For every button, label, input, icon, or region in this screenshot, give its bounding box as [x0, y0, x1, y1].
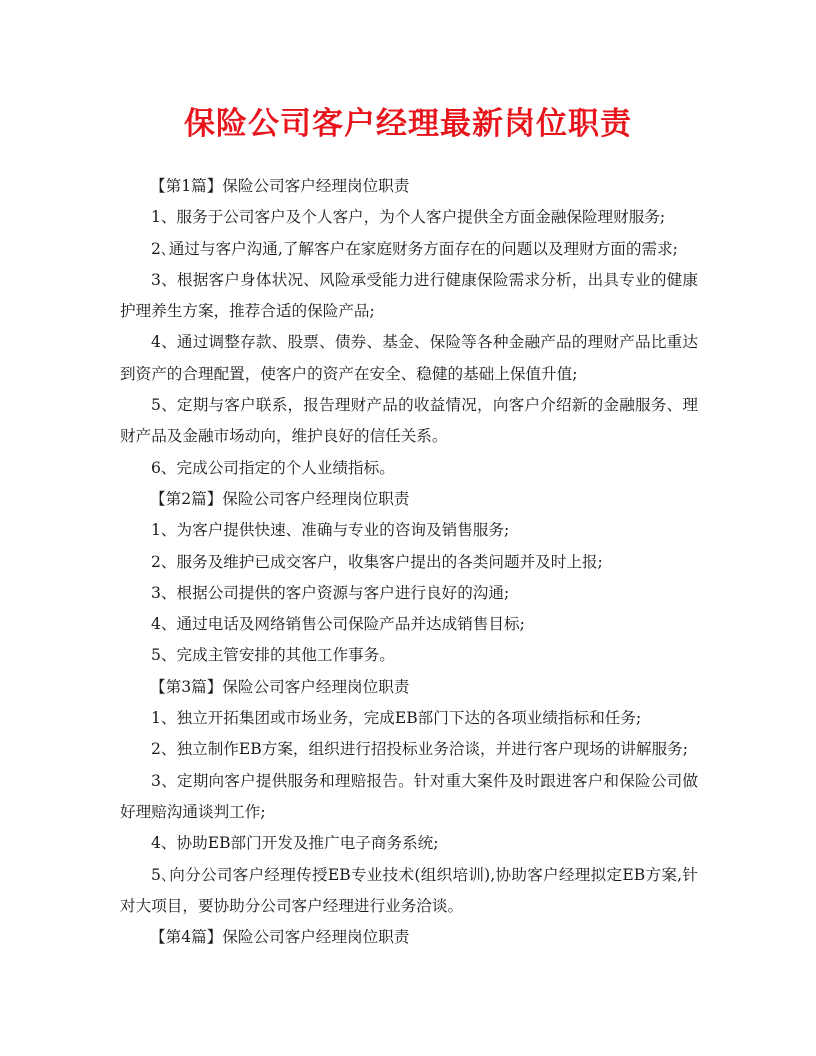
document-body — [120, 171, 698, 953]
list-item: 4、通过电话及网络销售公司保险产品并达成销售目标; — [151, 615, 525, 634]
list-item: 6、完成公司指定的个人业绩指标。 — [151, 458, 395, 477]
list-item: 3、定期向客户提供服务和理赔报告。针对重大案件及时跟进客户和保险公司做好理赔沟通谈判工作; — [120, 771, 698, 821]
section-heading-3: 【第3篇】保险公司客户经理岗位职责 — [150, 677, 410, 696]
list-item: 3、根据客户身体状况、风险承受能力进行健康保险需求分析，出具专业的健康护理养生方案，推荐合适的保险产品; — [120, 270, 698, 321]
list-item: 2、服务及维护已成交客户，收集客户提出的各类问题并及时上报; — [151, 552, 603, 571]
list-item: 1、为客户提供快速、准确与专业的咨询及销售服务; — [151, 521, 510, 540]
list-item: 2、独立制作EB方案，组织进行招投标业务洽谈，并进行客户现场的讲解服务; — [151, 740, 689, 759]
list-item: 1、独立开拓集团或市场业务，完成EB部门下达的各项业绩指标和任务; — [151, 709, 642, 728]
document-title: 保险公司客户经理最新岗位职责 — [184, 106, 632, 142]
section-heading-1: 【第1篇】保险公司客户经理岗位职责 — [150, 177, 410, 195]
list-item: 2､通过与客户沟通,了解客户在家庭财务方面存在的问题以及理财方面的需求; — [151, 239, 678, 258]
list-item: 1、服务于公司客户及个人客户，为个人客户提供全方面金融保险理财服务; — [151, 208, 666, 227]
list-item: 3、根据公司提供的客户资源与客户进行良好的沟通; — [151, 583, 510, 602]
section-heading-4: 【第4篇】保险公司客户经理岗位职责 — [150, 928, 410, 947]
section-heading-2: 【第2篇】保险公司客户经理岗位职责 — [150, 489, 410, 508]
list-item: 4、协助EB部门开发及推广电子商务系统; — [151, 834, 439, 853]
list-item: 4、通过调整存款、股票、债券、基金、保险等各种金融产品的理财产品比重达到资产的合理配置，使客户的资产在安全、稳健的基础上保值升值; — [120, 333, 698, 383]
list-item: 5、完成主管安排的其他工作事务。 — [151, 646, 395, 665]
list-item: 5､向分公司客户经理传授EB专业技术(组织培训),协助客户经理拟定EB方案,针对大项目，要协助分公司客户经理进行业务洽谈。 — [120, 865, 698, 915]
list-item: 5、定期与客户联系，报告理财产品的收益情况，向客户介绍新的金融服务、理财产品及金融市场动向，维护良好的信任关系。 — [120, 396, 698, 446]
